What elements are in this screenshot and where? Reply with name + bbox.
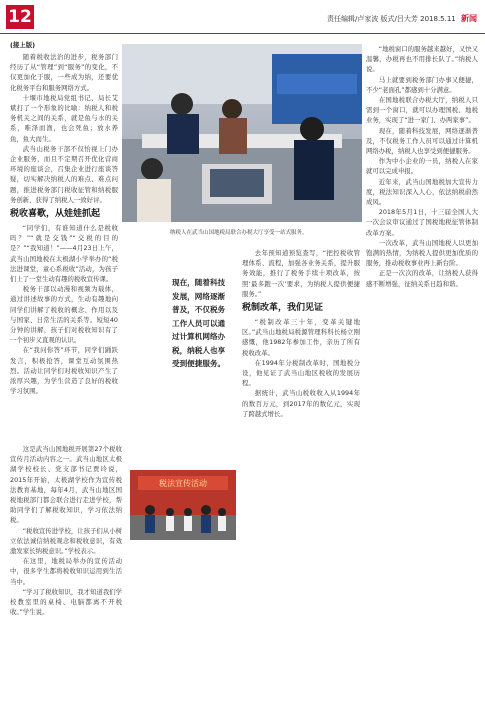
tax-hall-illustration	[122, 44, 362, 222]
paragraph: “学习了税收知识，我才知道我们学校教室里的桌椅、电脑都离不开税收。”学生说。	[10, 587, 122, 617]
paragraph: “税制改革三十年，变革关键地区。”武当山地税局税源管理科科长杨立刚感慨，他1982年参加工作，亲历了所有税收改革。	[242, 318, 360, 357]
editor-credits	[327, 13, 477, 24]
article-column-3	[366, 44, 478, 699]
photo-caption: 纳税人在武当山国地税局联合办税大厅享受一站式服务。	[170, 230, 308, 236]
paragraph: “同学们，有谁知道什么是税收吗？”“就是交钱”“交税的目的是？”“我知道！”——4月23日上午，武当山国地税在太极湖小学举办的“税法进课堂，童心系税收”活动，为孩子们上了一堂生动有趣的税收宣传课。	[10, 224, 118, 284]
paragraph: 税务干部以动漫和视频为载体，通过讲述故事的方式，生动有趣地向同学们讲解了税收的概念、作用以及与国家、日常生活的关系等。短短40分钟的讲解，孩子们对税收知识有了一个初步又直观的认识。	[10, 285, 118, 345]
article-column-1	[10, 52, 118, 442]
pull-quote: 现在，随着科技发展，网络逐渐普及，不仅税务工作人员可以通过计算机网络办税，纳税人也享受到便捷服务。	[172, 278, 226, 368]
paragraph: 马上就要到税务部门办事又便捷，不少“老面孔”都感到十分满意。	[366, 75, 478, 94]
article-column-1b	[10, 444, 122, 699]
paragraph: 正是一次次的改革，让纳税人获得感不断增强，征纳关系日趋和谐。	[366, 269, 478, 288]
school-event-photo	[130, 470, 236, 540]
section-subhead: 税收喜歌，从娃娃抓起	[10, 209, 101, 220]
school-event-illustration	[130, 470, 236, 540]
section-name: 新闻	[461, 14, 477, 23]
paragraph: 十堰市地税局党组书记、局长艾斌打了一个形象的比喻：纳税人和税务机关之间的关系，就是鱼与水的关系，唯泽而渔，也会死鱼；放水养鱼，鱼大而生。	[10, 93, 118, 143]
continued-tag: (接上版)	[10, 41, 36, 49]
paragraph: 在这里，地税局举办的宣传活动中，很多学生都将税收知识运用到生活当中。	[10, 557, 122, 586]
paragraph: 武当山税务干部不仅怡视上门办企业服务，而且不定期召开优化营商环境的座谈会，召集企业进行座谈答疑，切实解决纳税人的难点、难点问题，推进税务部门税收征管和纳税服务创新，获得了纳税人一致好评。	[10, 144, 118, 204]
paragraph: 在“我问你答”环节，同学们踊跃发言，积极抢答，课堂互动氛围热烈。活动让同学们对税收知识产生了浓厚兴趣，为学生营造了良好的税收学习氛围。	[10, 346, 118, 396]
banner-text: 税法宣传活动	[159, 479, 207, 488]
section-subhead: 税制改革，我们见证	[242, 303, 324, 314]
article-column-2	[242, 248, 360, 698]
paragraph: 随着税收法治的进步，税务部门经历了从“管理”到“服务”的变化，不仅更加化于服，一些成为纳，还要优化税务平台和服务网络方式。	[10, 53, 118, 92]
paragraph: 近年来，武当山国地税加大宣传力度，税法知识深入人心，依法纳税蔚然成风。	[366, 177, 478, 207]
page-number: 12	[6, 5, 34, 29]
paragraph: 作为中小企业的一员，纳税人在家就可以完成申报。	[366, 157, 478, 176]
paragraph: 现在，随着科技发展，网络逐渐普及，不仅税务工作人员可以通过计算机网络办税，纳税人也享受到便捷服务。	[366, 126, 478, 156]
paragraph: 据统计，武当山税收收入从1994年的数百万元，到2017年的数亿元，实现了跨越式增长。	[242, 389, 360, 418]
paragraph: 一次改革，武当山国地税人以更加饱满的热情，为纳税人提供更加优质的服务，推动税收事业再上新台阶。	[366, 238, 478, 268]
paragraph: 2018年5月1日，十三届全国人大一次会议审议通过了国税地税征管体制改革方案。	[366, 208, 478, 237]
paragraph: “税收宣传进学校，让孩子们从小树立依法诚信纳税观念和税收意识，有效激发家长纳税意识。”学校表示。	[10, 526, 122, 556]
page-header	[0, 0, 485, 34]
tax-hall-photo	[122, 44, 362, 222]
paragraph: 这是武当山国地税开展第27个税收宣传月活动内容之一。武当山地区太极湖学校校长、党支部书记贾玲说，2015年开始，太极湖学校作为宣传税法教育基地，每年4月，武当山地区国税地税部门都会联合进行走进学校，帮助同学们了解税收知识，学习依法纳税。	[10, 445, 122, 525]
editor-line: 责任编辑/卢家波 版式/吕大芳 2018.5.11	[326, 15, 456, 23]
paragraph: 在国地税联合办税大厅，纳税人只需到一个窗口，就可以办理国税、地税业务，实现了“进一家门、办两家事”。	[366, 96, 478, 125]
paragraph: 去年预知道预览查写，“把控税收管理体系、流程，加强各业务关系，提升服务效能，推行了税务手续十项改革，按照‘最多跑一次’要求，为纳税人提供便捷服务。”	[242, 249, 360, 298]
paragraph: 在1994年分税制改革时，国地税分设，他见证了武当山地区税收的发展历程。	[242, 358, 360, 388]
paragraph: “地税窗口的服务越来越好，又快又温馨，办税再也不用排长队了。”纳税人说。	[366, 45, 478, 74]
